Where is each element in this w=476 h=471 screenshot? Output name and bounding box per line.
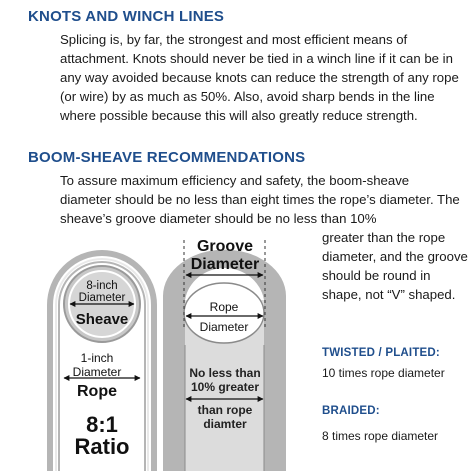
section-heading-knots: KNOTS AND WINCH LINES	[28, 8, 225, 25]
rope-line1: Rope	[209, 300, 239, 314]
sheave-dia-line2: Diameter	[78, 292, 126, 304]
groove-drawing	[163, 250, 286, 471]
rope-label: Rope	[77, 383, 117, 400]
rope-line2: Diameter	[199, 320, 249, 334]
braided-label: BRAIDED:	[322, 405, 380, 417]
braided-value: 8 times rope diameter	[322, 429, 439, 443]
boom-sheave-side-text: greater than the rope diameter, and the groove should be round in shape, not “V” shaped.	[322, 230, 468, 302]
note-line4: diamter	[203, 417, 247, 431]
groove-line1: Groove	[196, 238, 254, 255]
groove-line2: Diameter	[190, 256, 260, 273]
note-line2: 10% greater	[190, 380, 260, 394]
sheave-label: Sheave	[75, 311, 129, 328]
note-line1: No less than	[189, 366, 261, 380]
boom-sheave-paragraph: To assure maximum efficiency and safety, the boom-sheave diameter should be no less than eight times the rope’s diameter. The sheave’s groove diameter should be no less than 10%	[60, 173, 460, 226]
knots-paragraph: Splicing is, by far, the strongest and most efficient means of attachment. Knots should never be tied in a winch line if it can be in any way avoided because knots can reduce the strength of any rope (or wire) by as much as 50%. Also, avoid sharp bends in the line where possible because this will also greatly reduce strength.	[60, 32, 459, 123]
rope-dia-line2: Diameter	[72, 365, 122, 379]
twisted-plaited-value: 10 times rope diameter	[322, 366, 445, 380]
ratio-line1: 8:1	[86, 412, 118, 437]
note-line3: than rope	[197, 403, 253, 417]
twisted-plaited-label: TWISTED / PLAITED:	[322, 347, 440, 359]
ratio-line2: Ratio	[74, 434, 130, 459]
sheave-dia-line1: 8-inch	[86, 280, 118, 292]
section-heading-boom-sheave: BOOM-SHEAVE RECOMMENDATIONS	[28, 149, 306, 166]
rope-dia-line1: 1-inch	[80, 351, 114, 365]
